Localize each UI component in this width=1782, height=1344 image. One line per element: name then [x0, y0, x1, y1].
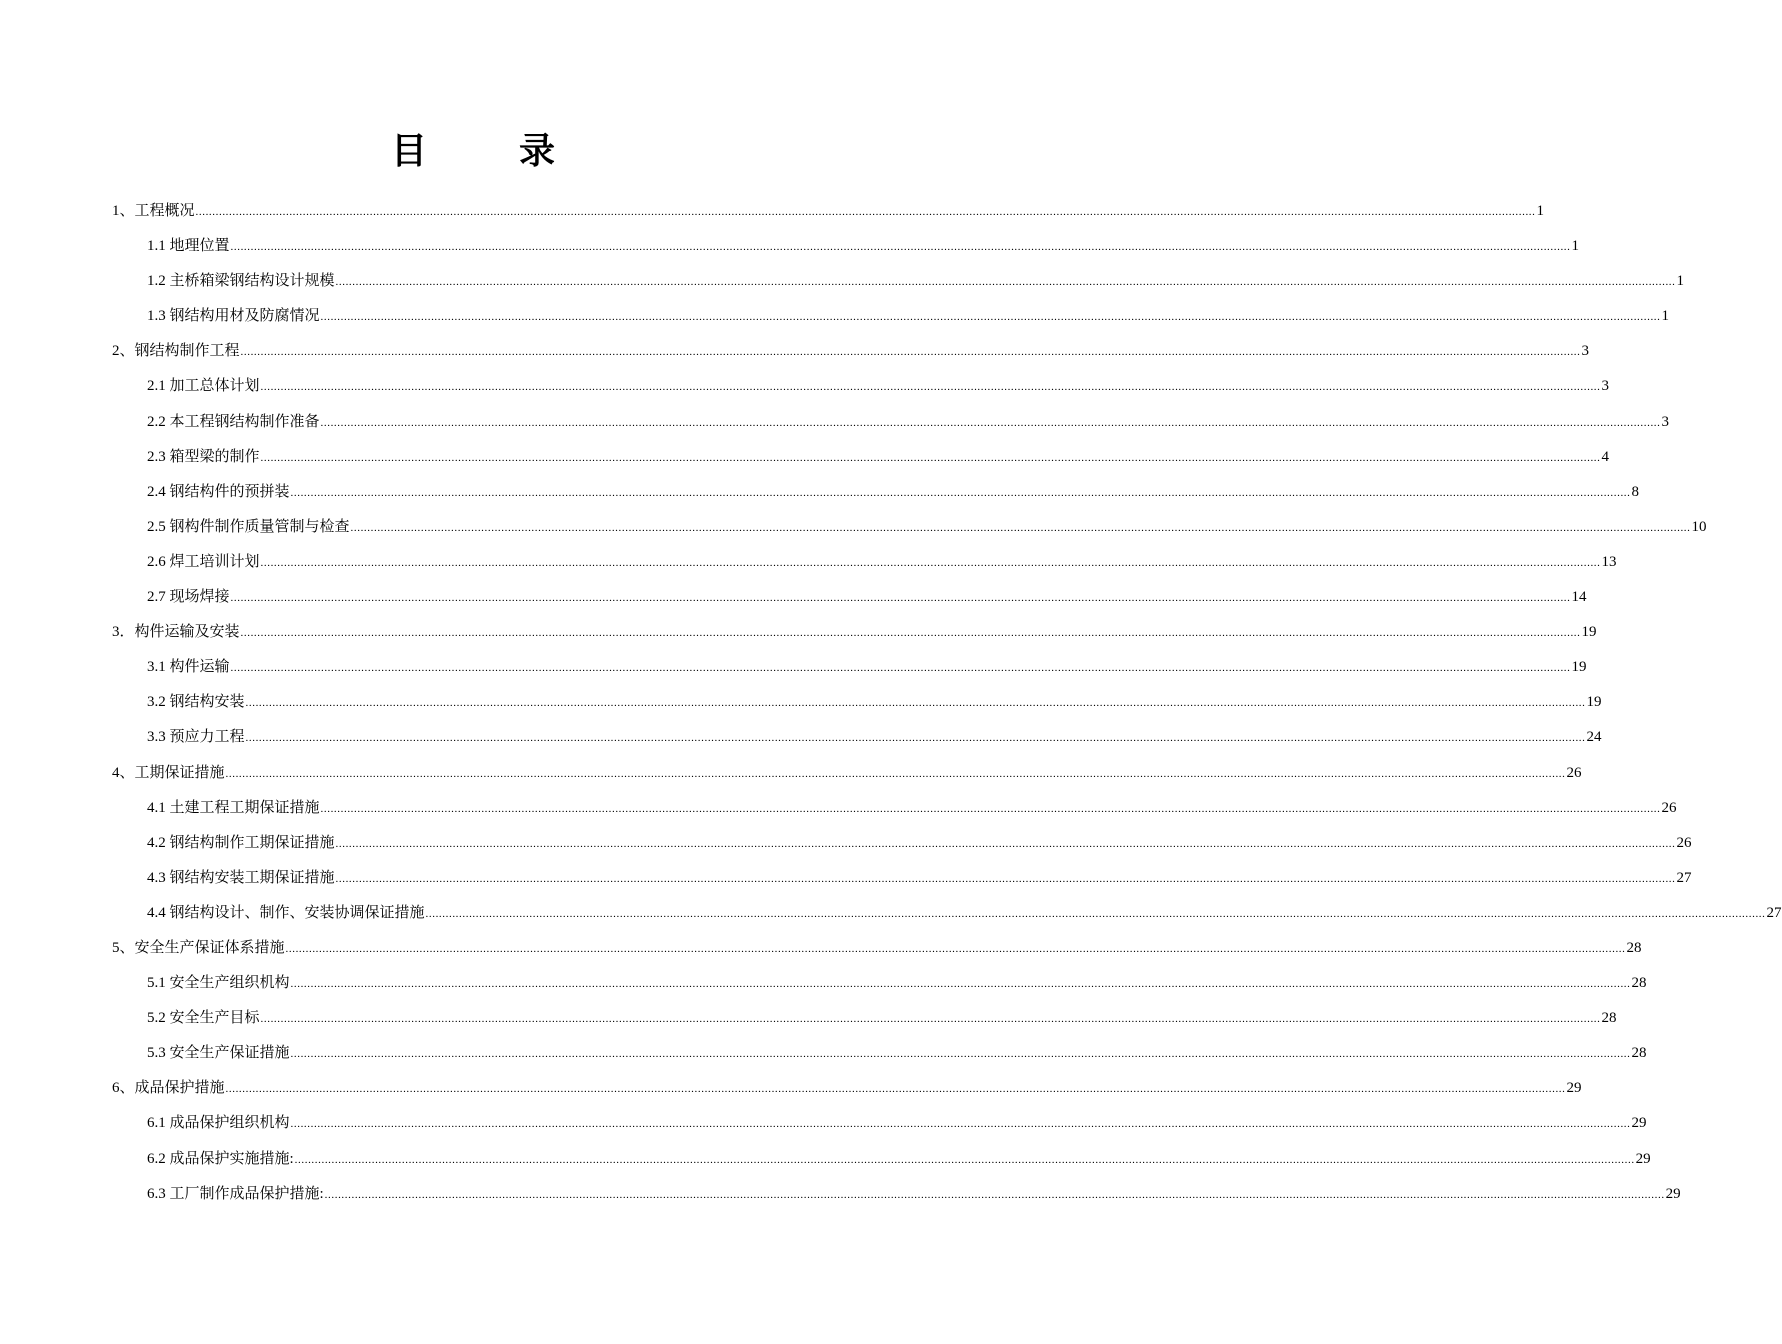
toc-page-number: 27 — [1766, 904, 1782, 921]
toc-page-number: 29 — [1635, 1150, 1651, 1167]
toc-entry-text: 2.7 现场焊接 — [147, 589, 230, 606]
toc-entry-text: 4.3 钢结构安装工期保证措施 — [147, 869, 335, 886]
toc-entry[interactable] — [112, 1001, 1617, 1036]
toc-entry-text: 1、工程概况 — [112, 203, 195, 219]
toc-entry-text: 1.1 地理位置 — [147, 238, 230, 255]
toc-entry-text: 1.2 主桥箱梁钢结构设计规模 — [147, 273, 335, 290]
toc-entry[interactable] — [112, 791, 1677, 826]
toc-entry[interactable] — [112, 475, 1640, 510]
toc-entry-text: 5.3 安全生产保证措施 — [147, 1045, 290, 1062]
toc-dot-leader: ................................................................................................................................................................................................................................................................................................................................................................................................................ — [290, 1118, 1631, 1131]
toc-page-number: 28 — [1601, 1010, 1617, 1027]
toc-page-number: 24 — [1586, 729, 1602, 746]
toc-entry[interactable] — [112, 896, 1782, 931]
toc-entry[interactable] — [112, 720, 1602, 755]
toc-dot-leader: ................................................................................................................................................................................................................................................................................................................................................................................................................ — [230, 662, 1571, 675]
toc-dot-leader: ................................................................................................................................................................................................................................................................................................................................................................................................................ — [260, 381, 1601, 394]
toc-dot-leader: ................................................................................................................................................................................................................................................................................................................................................................................................................ — [320, 416, 1661, 429]
toc-page-number: 19 — [1571, 659, 1587, 676]
toc-dot-leader: ................................................................................................................................................................................................................................................................................................................................................................................................................ — [320, 311, 1661, 324]
toc-page-number: 3 — [1661, 413, 1670, 430]
toc-page-number: 26 — [1566, 764, 1582, 781]
toc-page-number: 10 — [1691, 518, 1707, 535]
toc-dot-leader: ................................................................................................................................................................................................................................................................................................................................................................................................................ — [240, 346, 1581, 359]
toc-entry-text: 2.2 本工程钢结构制作准备 — [147, 413, 320, 430]
toc-page-number: 29 — [1566, 1080, 1582, 1097]
toc-page-number: 27 — [1676, 869, 1692, 886]
toc-dot-leader: ................................................................................................................................................................................................................................................................................................................................................................................................................ — [290, 978, 1631, 991]
toc-dot-leader: ................................................................................................................................................................................................................................................................................................................................................................................................................ — [285, 942, 1626, 955]
toc-page-number: 19 — [1586, 694, 1602, 711]
toc-entry[interactable] — [112, 194, 1545, 229]
toc-dot-leader: ................................................................................................................................................................................................................................................................................................................................................................................................................ — [294, 1153, 1635, 1166]
toc-dot-leader: ................................................................................................................................................................................................................................................................................................................................................................................................................ — [225, 1083, 1566, 1096]
toc-entry-text: 4.1 土建工程工期保证措施 — [147, 799, 320, 816]
toc-entry-text: 2.5 钢构件制作质量管制与检查 — [147, 518, 350, 535]
toc-dot-leader: ................................................................................................................................................................................................................................................................................................................................................................................................................ — [225, 767, 1566, 780]
toc-entry-text: 5、安全生产保证体系措施 — [112, 939, 285, 956]
toc-entry[interactable] — [112, 1142, 1651, 1177]
toc-page-number: 28 — [1631, 975, 1647, 992]
toc-dot-leader: ................................................................................................................................................................................................................................................................................................................................................................................................................ — [320, 802, 1661, 815]
toc-page-number: 28 — [1631, 1045, 1647, 1062]
toc-page-number: 3 — [1601, 378, 1610, 395]
toc-page-number: 1 — [1571, 238, 1580, 255]
toc-dot-leader: ................................................................................................................................................................................................................................................................................................................................................................................................................ — [290, 1048, 1631, 1061]
toc-dot-leader: ................................................................................................................................................................................................................................................................................................................................................................................................................ — [350, 521, 1691, 534]
toc-dot-leader: ................................................................................................................................................................................................................................................................................................................................................................................................................ — [324, 1188, 1665, 1201]
toc-entry[interactable] — [112, 299, 1670, 334]
toc-entry[interactable] — [112, 510, 1707, 545]
toc-page-number: 26 — [1661, 799, 1677, 816]
toc-entry[interactable] — [112, 264, 1685, 299]
toc-page-number: 13 — [1601, 553, 1617, 570]
toc-list — [112, 194, 1782, 1212]
toc-entry[interactable] — [112, 615, 1597, 650]
toc-entry[interactable] — [112, 334, 1590, 369]
toc-entry-text: 2.1 加工总体计划 — [147, 378, 260, 395]
toc-entry[interactable] — [112, 440, 1610, 475]
toc-entry[interactable] — [112, 1071, 1582, 1106]
toc-entry-text: 6.3 工厂制作成品保护措施: — [147, 1185, 324, 1202]
toc-page-number: 8 — [1631, 483, 1640, 500]
toc-entry-text: 3.3 预应力工程 — [147, 729, 245, 746]
toc-entry[interactable] — [112, 756, 1582, 791]
toc-entry-text: 3.1 构件运输 — [147, 659, 230, 676]
toc-entry[interactable] — [112, 369, 1610, 404]
toc-entry-text: 5.2 安全生产目标 — [147, 1010, 260, 1027]
toc-dot-leader: ................................................................................................................................................................................................................................................................................................................................................................................................................ — [260, 451, 1601, 464]
toc-entry-text: 6.2 成品保护实施措施: — [147, 1150, 294, 1167]
toc-entry[interactable] — [112, 405, 1670, 440]
toc-page-number: 28 — [1626, 939, 1642, 956]
toc-entry-text: 4.4 钢结构设计、制作、安装协调保证措施 — [147, 904, 425, 921]
toc-page-number: 29 — [1665, 1185, 1681, 1202]
toc-entry[interactable] — [112, 966, 1647, 1001]
toc-entry[interactable] — [112, 229, 1580, 264]
toc-dot-leader: ................................................................................................................................................................................................................................................................................................................................................................................................................ — [335, 837, 1676, 850]
toc-dot-leader: ................................................................................................................................................................................................................................................................................................................................................................................................................ — [290, 486, 1631, 499]
toc-dot-leader: ................................................................................................................................................................................................................................................................................................................................................................................................................ — [260, 556, 1601, 569]
toc-entry[interactable] — [112, 580, 1587, 615]
toc-dot-leader: ................................................................................................................................................................................................................................................................................................................................................................................................................ — [245, 732, 1586, 745]
toc-page-number: 4 — [1601, 448, 1610, 465]
toc-entry[interactable] — [112, 650, 1587, 685]
toc-page-number: 14 — [1571, 589, 1587, 606]
toc-entry-text: 2.4 钢结构件的预拼装 — [147, 483, 290, 500]
toc-entry[interactable] — [112, 1036, 1647, 1071]
toc-entry[interactable] — [112, 545, 1617, 580]
toc-entry-text: 2.3 箱型梁的制作 — [147, 448, 260, 465]
toc-dot-leader: ................................................................................................................................................................................................................................................................................................................................................................................................................ — [335, 276, 1676, 289]
toc-entry[interactable] — [112, 931, 1642, 966]
toc-entry-text: 6、成品保护措施 — [112, 1080, 225, 1097]
toc-dot-leader: ................................................................................................................................................................................................................................................................................................................................................................................................................ — [260, 1013, 1601, 1026]
toc-entry[interactable] — [112, 826, 1692, 861]
toc-page-number: 1 — [1536, 203, 1545, 219]
toc-entry-text: 6.1 成品保护组织机构 — [147, 1115, 290, 1132]
toc-page-number: 1 — [1676, 273, 1685, 290]
toc-dot-leader: ................................................................................................................................................................................................................................................................................................................................................................................................................ — [335, 872, 1676, 885]
toc-entry-text: 4.2 钢结构制作工期保证措施 — [147, 834, 335, 851]
toc-entry[interactable] — [112, 1106, 1647, 1141]
toc-entry-text: 4、工期保证措施 — [112, 764, 225, 781]
toc-entry-text: 3．构件运输及安装 — [112, 624, 240, 641]
toc-page-number: 3 — [1581, 343, 1590, 360]
toc-dot-leader: ................................................................................................................................................................................................................................................................................................................................................................................................................ — [195, 206, 1536, 218]
toc-entry-text: 5.1 安全生产组织机构 — [147, 975, 290, 992]
toc-dot-leader: ................................................................................................................................................................................................................................................................................................................................................................................................................ — [230, 241, 1571, 254]
toc-entry[interactable] — [112, 685, 1602, 720]
toc-dot-leader: ................................................................................................................................................................................................................................................................................................................................................................................................................ — [425, 907, 1766, 920]
toc-entry-text: 1.3 钢结构用材及防腐情况 — [147, 308, 320, 325]
toc-entry[interactable] — [112, 1177, 1681, 1212]
toc-page-number: 26 — [1676, 834, 1692, 851]
toc-entry[interactable] — [112, 861, 1692, 896]
toc-title: 目 录 — [390, 131, 583, 171]
toc-dot-leader: ................................................................................................................................................................................................................................................................................................................................................................................................................ — [245, 697, 1586, 710]
toc-dot-leader: ................................................................................................................................................................................................................................................................................................................................................................................................................ — [230, 592, 1571, 605]
toc-dot-leader: ................................................................................................................................................................................................................................................................................................................................................................................................................ — [240, 627, 1581, 640]
toc-page-number: 19 — [1581, 624, 1597, 641]
toc-entry-text: 3.2 钢结构安装 — [147, 694, 245, 711]
toc-entry-text: 2、钢结构制作工程 — [112, 343, 240, 360]
toc-page-number: 1 — [1661, 308, 1670, 325]
toc-entry-text: 2.6 焊工培训计划 — [147, 553, 260, 570]
toc-page-number: 29 — [1631, 1115, 1647, 1132]
